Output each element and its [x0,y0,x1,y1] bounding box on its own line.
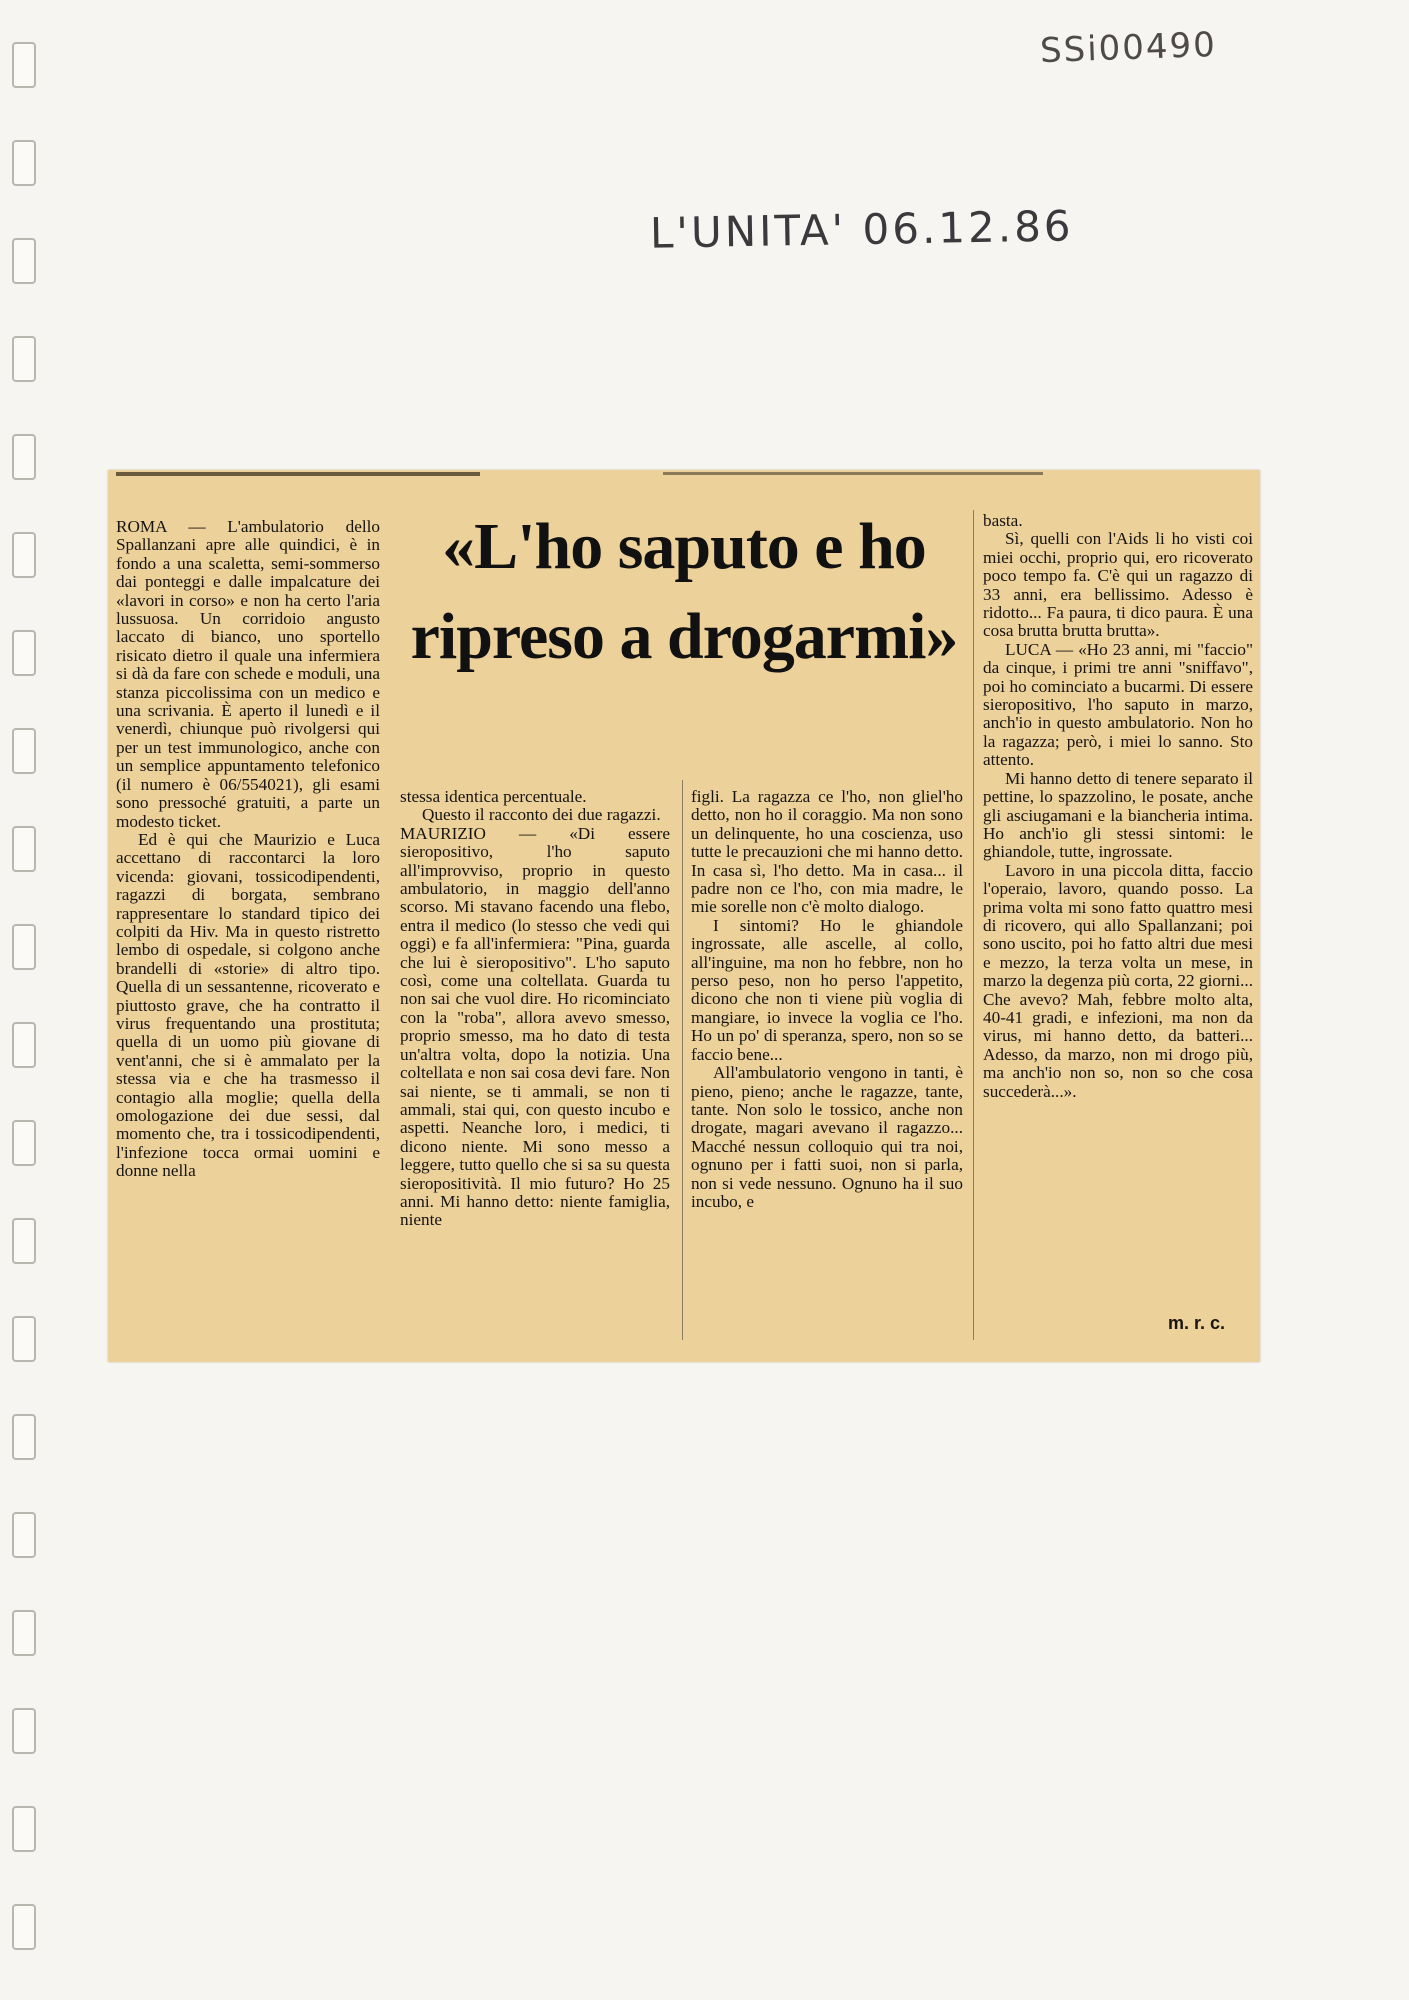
paragraph: Lavoro in una piccola ditta, faccio l'operaio, lavoro, quando posso. La prima volta mi sono fatto quattro mesi di ricovero, qui allo Spallanzani; poi sono uscito, poi ho fatto altri due mesi e mezzo, la terza volta un mese, in marzo la degenza più corta, 22 giorni... Che avevo? Mah, febbre molto alta, 40-41 gradi, e infezioni, ma non da virus, mi hanno detto, da batteri... Adesso, da marzo, non mi drogo più, ma anch'io non so, non so che cosa succederà...». [983,860,1253,1101]
paragraph: Ed è qui che Maurizio e Luca accettano di raccontarci la loro vicenda: giovani, tossicodipendenti, ragazzi di borgata, sembrano rappresentare lo standard tipico dei colpiti da Hiv. Ma in questo ristretto lembo di ospedale, si colgono anche brandelli di «storie» di altro tipo. Quella di un sessantenne, ricoverato e piuttosto grave, che ha contratto il virus frequentando una prostituta; quella di un uomo più giovane di vent'anni, che si è ammalato per la stessa via e che ha trasmesso il contagio alla moglie; quella della omologazione dei due sessi, dal momento che, tra i tossicodipendenti, l'infezione tocca ormai uomini e donne nella [116,829,380,1181]
author-signature: m. r. c. [1168,1313,1226,1333]
paragraph: figli. La ragazza ce l'ho, non gliel'ho detto, non ho il coraggio. Ma non sono un delinquente, ho una coscienza, uso tutte le precauzioni che mi hanno detto. In casa sì, l'ho detto. Ma in casa... il padre non ce l'ho, con mia madre, le mie sorelle non c'è molto dialogo. [691,788,963,917]
binder-hole [12,826,36,872]
paragraph: basta. [983,512,1023,530]
article-column-4 [983,512,1253,1312]
binder-hole [12,1512,36,1558]
binder-hole [12,1414,36,1460]
binder-hole [12,1316,36,1362]
clipping-rule [116,472,480,476]
binder-hole [12,1708,36,1754]
article-column-1 [116,518,380,1344]
archive-code: SSi00490 [1039,24,1218,72]
binder-hole [12,630,36,676]
article-column-3 [691,788,963,1348]
handwritten-source-note: L'UNITA' 06.12.86 [649,201,1074,258]
binder-hole [12,924,36,970]
binder-hole [12,1806,36,1852]
binder-hole [12,1610,36,1656]
binder-hole [12,1218,36,1264]
binder-hole [12,140,36,186]
column-separator [973,510,974,1340]
column-separator [682,780,683,1340]
binder-hole [12,238,36,284]
article-headline: «L'ho saputo e ho ripreso a drogarmi» [410,510,958,673]
article-column-2 [400,788,670,1348]
paragraph: MAURIZIO — «Di essere sieropositivo, l'ho saputo all'improvviso, proprio in questo ambulatorio, in maggio dell'anno scorso. Mi stavano facendo una flebo, entra il medico (lo stesso che vedi qui oggi) e fa all'infermiera: "Pina, guarda che lui è sieropositivo". L'ho saputo così, come una coltellata. Guarda tu non sai che vuol dire. Ho ricominciato con la "roba", allora avevo smesso, proprio smesso, ma ho dato di testa un'altra volta, dopo la notizia. Una coltellata e non sai cosa devi fare. Non sai niente, se ti ammali, se non ti ammali, stai qui, con questo incubo e aspetti. Neanche loro, i medici, ti dicono niente. Mi sono messo a leggere, tutto quello che si sa su questa sieropositività. Il mio futuro? Ho 25 anni. Mi hanno detto: niente famiglia, niente [400,823,670,1230]
clipping-rule [663,472,1043,475]
paragraph: stessa identica percentuale. [400,788,587,806]
paragraph: LUCA — «Ho 23 anni, mi "faccio" da cinque, i primi tre anni "sniffavo", poi ho cominciato a bucarmi. Di essere sieropositivo, l'ho saputo in marzo, anch'io in questo ambulatorio. Non ho la ragazza; però, i miei lo sanno. Sto attento. [983,639,1253,770]
binder-hole [12,532,36,578]
binder-hole [12,728,36,774]
binder-hole [12,42,36,88]
paragraph: Questo il racconto dei due ragazzi. [422,805,661,825]
binder-hole [12,336,36,382]
paragraph: Mi hanno detto di tenere separato il pettine, lo spazzolino, le posate, anche gli asciugamani e la biancheria intima. Ho anch'io gli stessi sintomi: le ghiandole, tutte, ingrossate. [983,768,1253,862]
binder-hole [12,1120,36,1166]
paragraph: Sì, quelli con l'Aids li ho visti coi miei occhi, proprio qui, ero ricoverato poco tempo fa. C'è qui un ragazzo di 33 anni, era bellissimo. Adesso è ridotto... Fa paura, ti dico paura. È una cosa brutta brutta brutta». [983,529,1253,641]
newspaper-clipping [108,470,1260,1362]
paragraph: I sintomi? Ho le ghiandole ingrossate, alle ascelle, al collo, all'inguine, ma non ho febbre, non ho perso peso, non ho perso l'appetito, dicono che non ti viene più voglia di mangiare, io invece la voglia ce l'ho. Ho un po' di speranza, spero, non so se faccio bene... [691,915,963,1064]
binder-hole [12,1022,36,1068]
binder-hole [12,434,36,480]
binder-holes [12,0,52,2000]
paragraph: All'ambulatorio vengono in tanti, è pieno, pieno; anche le ragazze, tante, tante. Non solo le tossico, anche non drogate, magari avevano il ragazzo... Macché nessun colloquio qui tra noi, ognuno per i fatti suoi, non si parla, non si vede nessuno. Ognuno ha il suo incubo, e [691,1063,963,1211]
paragraph: ROMA — L'ambulatorio dello Spallanzani apre alle quindici, è in fondo a una scaletta, semi-sommerso dai ponteggi e dalle impalcature dei «lavori in corso» e non ha certo l'aria lussuosa. Un corridoio angusto laccato di bianco, uno sportello risicato dietro il quale una infermiera si dà da fare con schede e moduli, una stanza piccolissima con un medico e una scrivania. È aperto il lunedì e il venerdì, chiunque può rivolgersi qui per un test immunologico, anche con un semplice appuntamento telefonico (il numero è 06/554021), gli esami sono pressoché gratuiti, a parte un modesto ticket. [116,518,380,831]
binder-hole [12,1904,36,1950]
